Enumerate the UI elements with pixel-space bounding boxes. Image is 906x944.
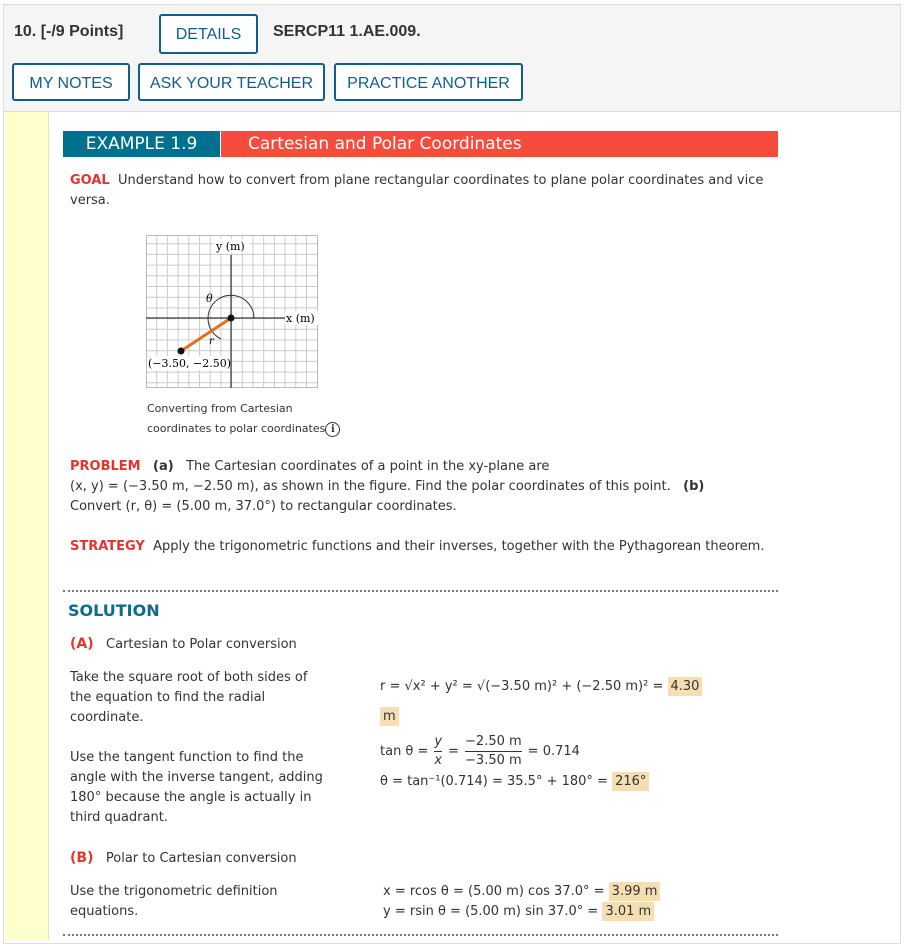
part-b-title: Polar to Cartesian conversion (105, 851, 297, 866)
x-eq-text: x = rcos θ = (5.00 m) cos 37.0° = (383, 884, 605, 899)
strategy-text: Apply the trigonometric functions and their inverses, together with the Pythagorean theorem. (153, 539, 765, 554)
frac2-num: −2.50 m (465, 733, 522, 752)
assignment-code: SERCP11 1.AE.009. (273, 23, 421, 40)
radius-answer: 4.30 (668, 677, 703, 696)
part-a-text2: Use the tangent function to find the angle with the inverse tangent, adding 180° because the angle is actually in third quadrant. (70, 750, 323, 825)
details-button[interactable]: DETAILS (159, 14, 258, 54)
problem-section (70, 457, 780, 517)
part-a-title: Cartesian to Polar conversion (106, 637, 297, 652)
point-label: (−3.50, −2.50) (148, 357, 231, 370)
strategy-label: STRATEGY (70, 539, 145, 554)
radius-answer-unit: m (380, 707, 399, 726)
problem-line1: The Cartesian coordinates of a point in the xy-plane are (186, 459, 550, 474)
y-axis-label: y (m) (216, 240, 245, 253)
problem-label: PROBLEM (70, 459, 141, 474)
example-title: Cartesian and Polar Coordinates (221, 131, 778, 157)
frac1-den: x (434, 753, 443, 768)
info-icon[interactable]: i (325, 422, 340, 437)
figure-caption-text: coordinates to polar coordinates (147, 422, 326, 435)
y-eq-text: y = rsin θ = (5.00 m) sin 37.0° = (383, 904, 599, 919)
part-a-heading (70, 634, 297, 655)
part-a-sol-label: (A) (70, 636, 94, 652)
problem-line3: Convert (r, θ) = (5.00 m, 37.0°) to rectangular coordinates. (70, 499, 457, 514)
part-b-heading (70, 848, 297, 869)
theta-label: θ (206, 292, 213, 305)
left-margin-strip (5, 112, 49, 940)
figure-caption-line2 (147, 422, 340, 437)
practice-another-button[interactable]: PRACTICE ANOTHER (334, 63, 523, 101)
figure-caption-line1: Converting from Cartesian (147, 402, 293, 415)
radius-eq-text: r = √x² + y² = √(−3.50 m)² + (−2.50 m)² = (380, 679, 664, 694)
frac1-num: y (434, 733, 442, 752)
goal-section (70, 171, 780, 211)
data-point (178, 348, 185, 355)
origin-point (228, 315, 235, 322)
example-number: EXAMPLE 1.9 (63, 131, 220, 157)
tan-left: tan θ = (380, 743, 429, 759)
y-answer: 3.01 m (602, 902, 654, 921)
my-notes-button[interactable]: MY NOTES (12, 63, 130, 101)
part-b-text: Use the trigonometric definition equations. (70, 884, 278, 919)
frac2-den: −3.50 m (465, 753, 522, 768)
ask-teacher-button[interactable]: ASK YOUR TEACHER (138, 63, 325, 101)
part-a-label: (a) (153, 459, 174, 474)
tangent-equation: tan θ = $\frac{y}{x}$ = $\frac{-2.50 m}{-3.50 m}$ = 0.714 (380, 734, 580, 768)
theta-answer: 216° (612, 772, 649, 791)
theta-equation (380, 772, 649, 792)
solution-title: SOLUTION (68, 601, 160, 620)
divider-bottom (63, 934, 778, 936)
x-axis-label: x (m) (286, 312, 315, 325)
goal-label: GOAL (70, 173, 110, 188)
part-b-sol-label: (B) (70, 850, 94, 866)
problem-line2: (x, y) = (−3.50 m, −2.50 m), as shown in the figure. Find the polar coordinates of this point. (70, 479, 671, 494)
x-answer: 3.99 m (609, 882, 661, 901)
part-b-label: (b) (683, 479, 705, 494)
divider (63, 590, 778, 592)
part-a-text1: Take the square root of both sides of the equation to find the radial coordinate. (70, 670, 308, 725)
theta-eq-text: θ = tan⁻¹(0.714) = 35.5° + 180° = (380, 774, 608, 789)
tan-right: = 0.714 (527, 743, 580, 759)
radius-equation (380, 677, 702, 697)
question-number: 10. [-/9 Points] (14, 23, 124, 40)
y-equation (383, 902, 654, 922)
r-label: r (209, 336, 214, 347)
strategy-section (70, 537, 770, 557)
coordinate-figure (146, 235, 318, 388)
x-equation (383, 882, 660, 902)
goal-text: Understand how to convert from plane rectangular coordinates to plane polar coordinates and vice versa. (70, 173, 764, 208)
